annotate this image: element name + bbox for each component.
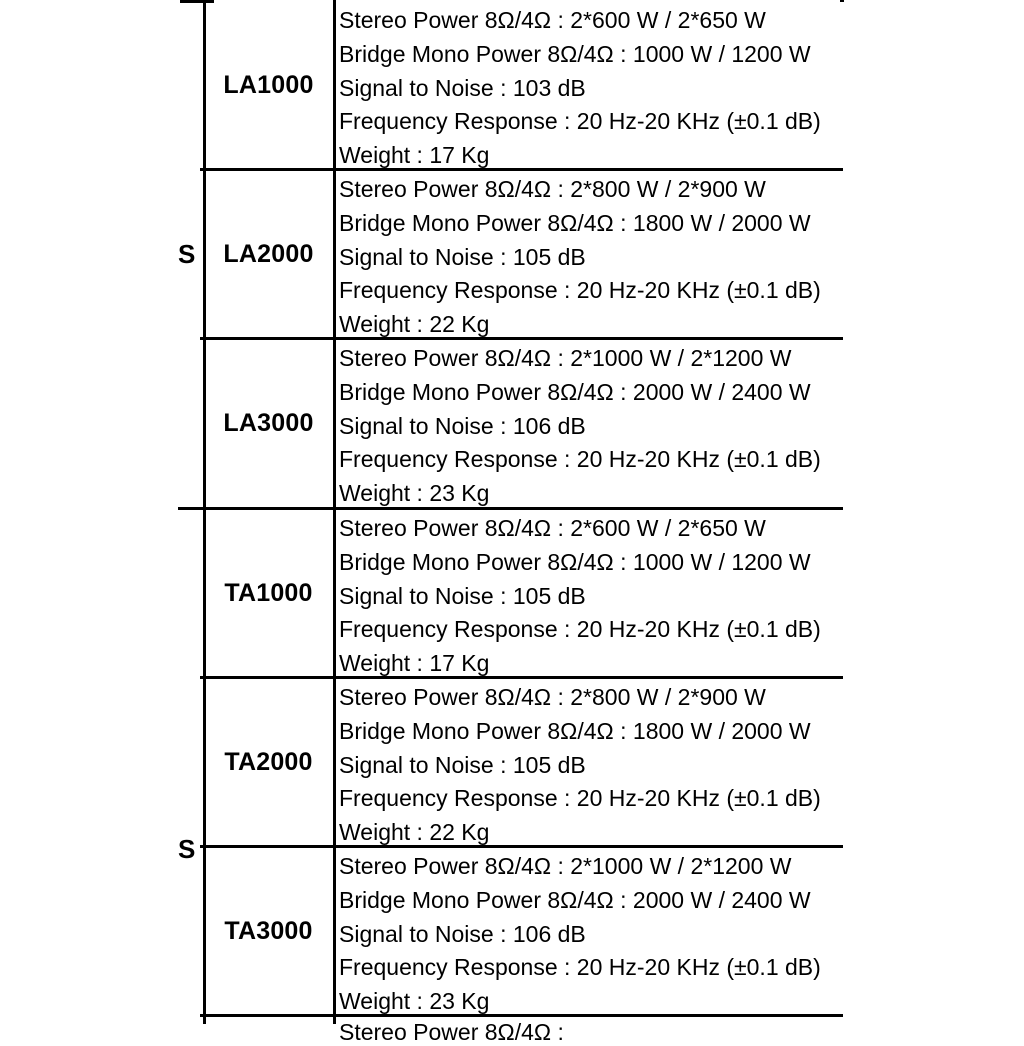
spec-line-bridge-mono-power: Bridge Mono Power 8Ω/4Ω : 1000 W / 1200 W [339,548,811,575]
specs-cell-la2000 [339,171,843,342]
spec-line-signal-to-noise: Signal to Noise : 106 dB [339,920,586,947]
spec-line-frequency-response: Frequency Response : 20 Hz-20 KHz (±0.1 dB) [339,446,821,473]
spec-line-bridge-mono-power: Bridge Mono Power 8Ω/4Ω : 1800 W / 2000 W [339,717,811,744]
spec-line-stereo-power: Stereo Power 8Ω/4Ω : 2*1000 W / 2*1200 W [339,853,792,879]
spec-line-frequency-response: Frequency Response : 20 Hz-20 KHz (±0.1 dB) [339,108,821,135]
specs-cell-la3000 [339,340,843,511]
spec-line-signal-to-noise: Signal to Noise : 106 dB [339,412,586,439]
series-label-ta-group: S [178,834,196,864]
series-label-la-group: S [178,239,196,269]
spec-line-bridge-mono-power: Bridge Mono Power 8Ω/4Ω : 2000 W / 2400 W [339,886,811,913]
spec-line-weight: Weight : 17 Kg [339,142,490,169]
spec-line-bridge-mono-power: Bridge Mono Power 8Ω/4Ω : 1800 W / 2000 W [339,209,811,236]
specs-cell-ta2000 [339,679,843,850]
spec-line-frequency-response: Frequency Response : 20 Hz-20 KHz (±0.1 dB) [339,277,821,304]
specs-cell-ta1000 [339,510,843,681]
spec-line-frequency-response: Frequency Response : 20 Hz-20 KHz (±0.1 dB) [339,616,821,643]
specs-cell-ta3000 [339,848,843,1019]
spec-line-stereo-power: Stereo Power 8Ω/4Ω : 2*800 W / 2*900 W [339,176,766,202]
spec-line-signal-to-noise: Signal to Noise : 103 dB [339,74,586,101]
spec-line-weight: Weight : 23 Kg [339,480,490,507]
spec-line-weight: Weight : 22 Kg [339,311,490,338]
spec-line-signal-to-noise: Signal to Noise : 105 dB [339,243,586,270]
model-cell-la3000: LA3000 [223,409,314,437]
spec-line-signal-to-noise: Signal to Noise : 105 dB [339,751,586,778]
model-cell-ta1000: TA1000 [224,579,313,607]
spec-line-signal-to-noise: Signal to Noise : 105 dB [339,582,586,609]
spec-line-stereo-power: Stereo Power 8Ω/4Ω : 2*800 W / 2*900 W [339,684,766,710]
spec-line-bridge-mono-power: Bridge Mono Power 8Ω/4Ω : 2000 W / 2400 W [339,378,811,405]
model-cell-ta2000: TA2000 [224,748,313,776]
spec-line-frequency-response: Frequency Response : 20 Hz-20 KHz (±0.1 dB) [339,954,821,981]
model-cell-la2000: LA2000 [223,240,314,268]
spec-line-bridge-mono-power: Bridge Mono Power 8Ω/4Ω : 1000 W / 1200 W [339,40,811,67]
spec-line-weight: Weight : 17 Kg [339,650,490,677]
spec-line-stereo-power: Stereo Power 8Ω/4Ω : 2*1000 W / 2*1200 W [339,345,792,371]
model-cell-ta3000: TA3000 [224,917,313,945]
specs-cell-la1000 [339,2,843,173]
spec-line-frequency-response: Frequency Response : 20 Hz-20 KHz (±0.1 dB) [339,785,821,812]
spec-line-weight: Weight : 23 Kg [339,988,490,1015]
spec-line-weight: Weight : 22 Kg [339,819,490,846]
partial-next-row-spec-line: Stereo Power 8Ω/4Ω : [339,1019,564,1045]
model-cell-la1000: LA1000 [223,71,314,99]
spec-line-stereo-power: Stereo Power 8Ω/4Ω : 2*600 W / 2*650 W [339,515,766,541]
spec-line-stereo-power: Stereo Power 8Ω/4Ω : 2*600 W / 2*650 W [339,7,766,33]
table-border-model-specs [333,0,336,1024]
